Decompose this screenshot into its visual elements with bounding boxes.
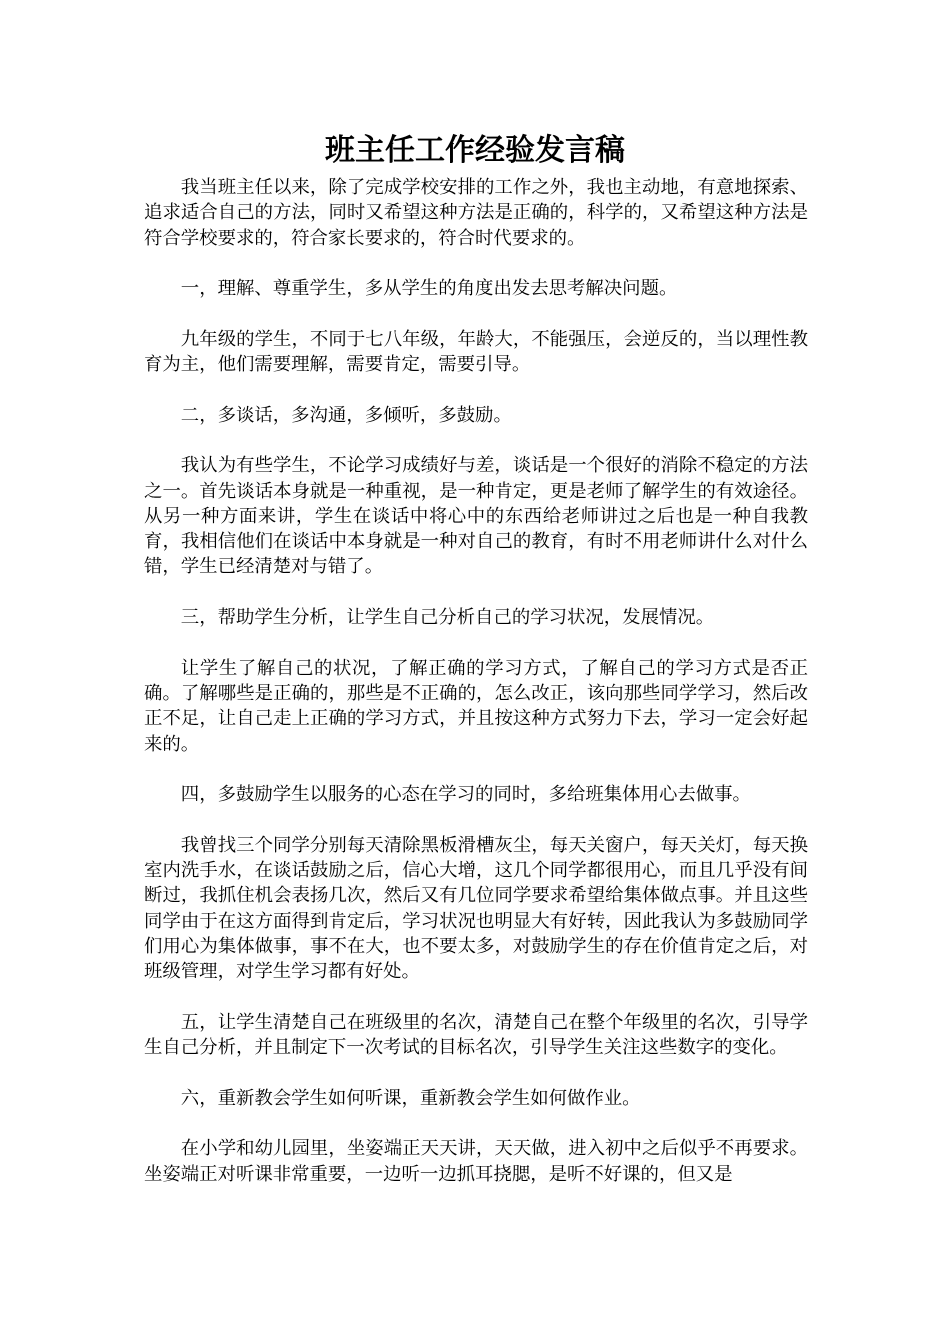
section-heading-3: 三，帮助学生分析，让学生自己分析自己的学习状况，发展情况。 [180,607,715,629]
section-heading-2: 二，多谈话，多沟通，多倾听，多鼓励。 [180,404,512,426]
document-title: 班主任工作经验发言稿 [325,133,625,168]
section-heading-4: 四，多鼓励学生以服务的心态在学习的同时，多给班集体用心去做事。 [180,784,751,806]
paragraph: 让学生了解自己的状况，了解正确的学习方式，了解自己的学习方式是否正确。了解哪些是正确的，那些是不正确的，怎么改正，该向那些同学学习，然后改正不足，让自己走上正确的学习方式，并且按这种方式努力下去，学习一定会好起来的。 [144,657,808,755]
section-heading-1: 一，理解、尊重学生，多从学生的角度出发去思考解决问题。 [180,278,678,300]
paragraph: 在小学和幼儿园里，坐姿端正天天讲，天天做，进入初中之后似乎不再要求。坐姿端正对听课非常重要，一边听一边抓耳挠腮，是听不好课的，但又是 [144,1138,808,1185]
paragraph: 我认为有些学生，不论学习成绩好与差，谈话是一个很好的消除不稳定的方法之一。首先谈话本身就是一种重视，是一种肯定，更是老师了解学生的有效途径。从另一种方面来讲，学生在谈话中将心中的东西给老师讲过之后也是一种自我教育，我相信他们在谈话中本身就是一种对自己的教育，有时不用老师讲什么对什么错，学生已经清楚对与错了。 [144,455,808,578]
paragraph: 我曾找三个同学分别每天清除黑板滑槽灰尘，每天关窗户，每天关灯，每天换室内洗手水，在谈话鼓励之后，信心大增，这几个同学都很用心，而且几乎没有间断过，我抓住机会表扬几次，然后又有几位同学要求希望给集体做点事。并且这些同学由于在这方面得到肯定后，学习状况也明显大有好转，因此我认为多鼓励同学们用心为集体做事，事不在大，也不要太多，对鼓励学生的存在价值肯定之后，对班级管理，对学生学习都有好处。 [144,834,808,983]
document-body [144,175,808,1212]
section-heading-5: 五，让学生清楚自己在班级里的名次，清楚自己在整个年级里的名次，引导学生自己分析，并且制定下一次考试的目标名次，引导学生关注这些数字的变化。 [144,1011,808,1059]
section-heading-6: 六，重新教会学生如何听课，重新教会学生如何做作业。 [180,1087,641,1109]
paragraph-intro: 我当班主任以来，除了完成学校安排的工作之外，我也主动地，有意地探索、追求适合自己的方法，同时又希望这种方法是正确的，科学的，又希望这种方法是符合学校要求的，符合家长要求的，符合时代要求的。 [144,177,808,249]
paragraph: 九年级的学生，不同于七八年级，年龄大，不能强压，会逆反的，当以理性教育为主，他们需要理解，需要肯定，需要引导。 [144,328,808,376]
